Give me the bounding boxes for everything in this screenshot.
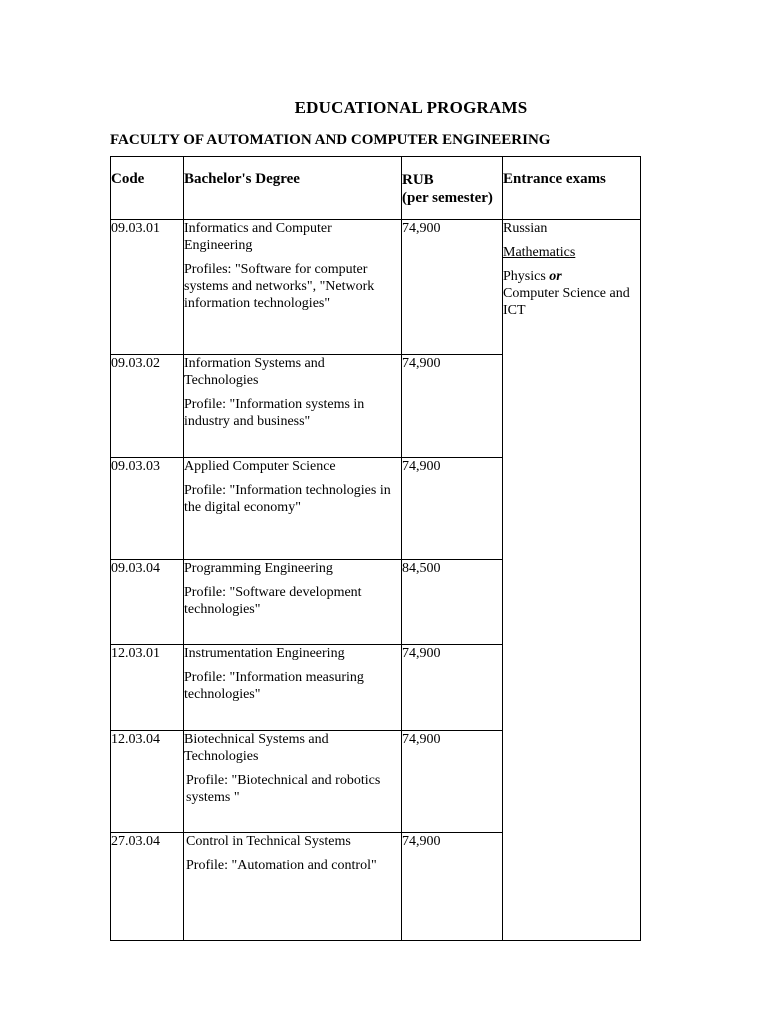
header-rub-sub: (per semester) xyxy=(402,190,493,206)
program-degree-name: Applied Computer Science xyxy=(184,459,336,474)
exam-or-word: or xyxy=(549,269,562,284)
program-degree-cell xyxy=(184,833,402,941)
program-code: 09.03.04 xyxy=(111,560,184,645)
table-header-row xyxy=(111,157,641,220)
program-price: 74,900 xyxy=(402,833,503,941)
program-degree-cell xyxy=(184,220,402,355)
program-code: 09.03.02 xyxy=(111,355,184,458)
exam-russian: Russian xyxy=(503,221,548,236)
program-degree-cell xyxy=(184,355,402,458)
faculty-title: FACULTY OF AUTOMATION AND COMPUTER ENGINEERING xyxy=(110,132,551,148)
program-profile: Profile: "Software development technologies" xyxy=(184,585,362,617)
program-code: 09.03.01 xyxy=(111,220,184,355)
program-profile: Profile: "Biotechnical and robotics systems " xyxy=(186,773,381,805)
header-exams: Entrance exams xyxy=(503,157,641,220)
program-degree-name: Information Systems and Technologies xyxy=(184,356,325,388)
exam-physics-or-cs xyxy=(503,268,640,319)
program-degree-name: Informatics and Computer Engineering xyxy=(184,221,332,253)
program-degree-name: Control in Technical Systems xyxy=(186,834,351,849)
entrance-exams-cell xyxy=(503,220,641,941)
program-price: 84,500 xyxy=(402,560,503,645)
program-price: 74,900 xyxy=(402,731,503,833)
exam-computer-science: Computer Science and ICT xyxy=(503,286,630,318)
exam-mathematics: Mathematics xyxy=(503,245,576,260)
program-code: 27.03.04 xyxy=(111,833,184,941)
document-title: EDUCATIONAL PROGRAMS xyxy=(294,98,528,117)
program-price: 74,900 xyxy=(402,355,503,458)
program-degree-cell xyxy=(184,731,402,833)
header-degree: Bachelor's Degree xyxy=(184,157,402,220)
program-degree-cell xyxy=(184,560,402,645)
program-price: 74,900 xyxy=(402,458,503,560)
program-degree-name: Biotechnical Systems and Technologies xyxy=(184,732,329,764)
header-code: Code xyxy=(111,157,184,220)
header-rub-label: RUB xyxy=(402,172,434,188)
header-rub xyxy=(402,157,503,220)
program-profile: Profile: "Information technologies in the digital economy" xyxy=(184,483,391,515)
program-profile: Profile: "Automation and control" xyxy=(186,858,377,873)
program-degree-cell xyxy=(184,645,402,731)
table-row xyxy=(111,220,641,355)
program-profile: Profile: "Information systems in industry and business" xyxy=(184,397,365,429)
program-price: 74,900 xyxy=(402,645,503,731)
program-profile: Profile: "Information measuring technologies" xyxy=(184,670,364,702)
program-price: 74,900 xyxy=(402,220,503,355)
program-degree-name: Instrumentation Engineering xyxy=(184,646,345,661)
exam-physics: Physics xyxy=(503,269,546,284)
program-degree-cell xyxy=(184,458,402,560)
program-code: 09.03.03 xyxy=(111,458,184,560)
programs-table xyxy=(110,156,641,941)
program-profile: Profiles: "Software for computer systems and networks", "Network information technologies" xyxy=(184,262,375,311)
program-code: 12.03.01 xyxy=(111,645,184,731)
program-degree-name: Programming Engineering xyxy=(184,561,333,576)
program-code: 12.03.04 xyxy=(111,731,184,833)
